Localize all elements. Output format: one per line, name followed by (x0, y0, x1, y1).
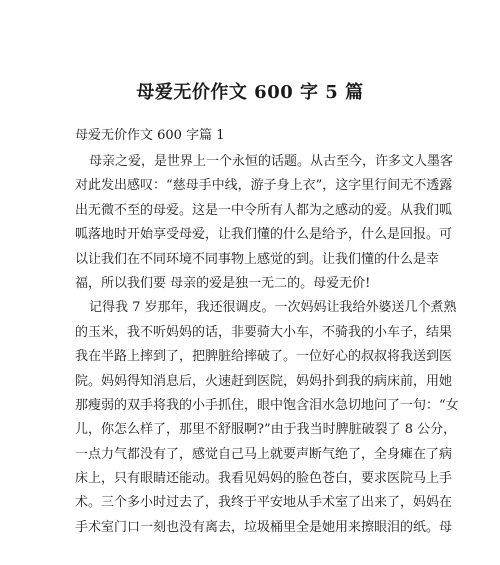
body-text (75, 150, 459, 540)
text-line: 出无微不至的母爱。这是一中令所有人都为之感动的爱。从我们呱 (75, 202, 453, 218)
text-line: 手术室门口一刻也没有离去，垃圾桶里全是她用来擦眼泪的纸。母 (75, 519, 453, 535)
document-title: 母爱无价作文 600 字 5 篇 (136, 82, 364, 103)
text-line: 那瘦弱的双手将我的小手抓住，眼中饱含泪水急切地问了一句：“女 (75, 397, 459, 413)
text-line: 院。妈妈得知消息后，火速赶到医院，妈妈扑到我的病床前，用她 (75, 373, 453, 389)
text-line: 我在半路上摔到了，把脾脏给摔破了。一位好心的叔叔将我送到医 (75, 349, 453, 365)
text-line: 一点力气都没有了，感觉自己马上就要声断气绝了，全身瘫在了病 (75, 446, 453, 462)
text-line: 呱落地时开始享受母爱，让我们懂的什么是给予，什么是回报。可 (75, 227, 453, 243)
section-subtitle: 母爱无价作文 600 字篇 1 (75, 128, 225, 143)
text-line: 以让我们在不同环境不同事物上感觉的到。让我们懂的什么是幸 (75, 251, 440, 267)
text-line: 对此发出感叹：“慈母手中线，游子身上衣”，这字里行间无不透露 (75, 178, 453, 194)
text-line: 记得我 7 岁那年，我还很调皮。一次妈妈让我给外婆送几个煮熟 (89, 300, 457, 316)
text-line: 术。三个多小时过去了，我终于平安地从手术室了出来了，妈妈在 (75, 495, 453, 511)
text-line: 福，所以我们要 母亲的爱是独一无二的。母爱无价! (75, 275, 371, 291)
text-line: 的玉米，我不听妈妈的话，非要骑大小车，不骑我的小车子，结果 (75, 324, 453, 340)
text-line: 母亲之爱，是世界上一个永恒的话题。从古至今，许多文人墨客 (89, 154, 454, 169)
text-line: 儿，你怎么样了，那里不舒服啊?”由于我当时脾脏破裂了 8 公分， (75, 422, 457, 438)
text-line: 床上，只有眼睛还能动。我看见妈妈的脸色苍白，要求医院马上手 (75, 471, 453, 487)
